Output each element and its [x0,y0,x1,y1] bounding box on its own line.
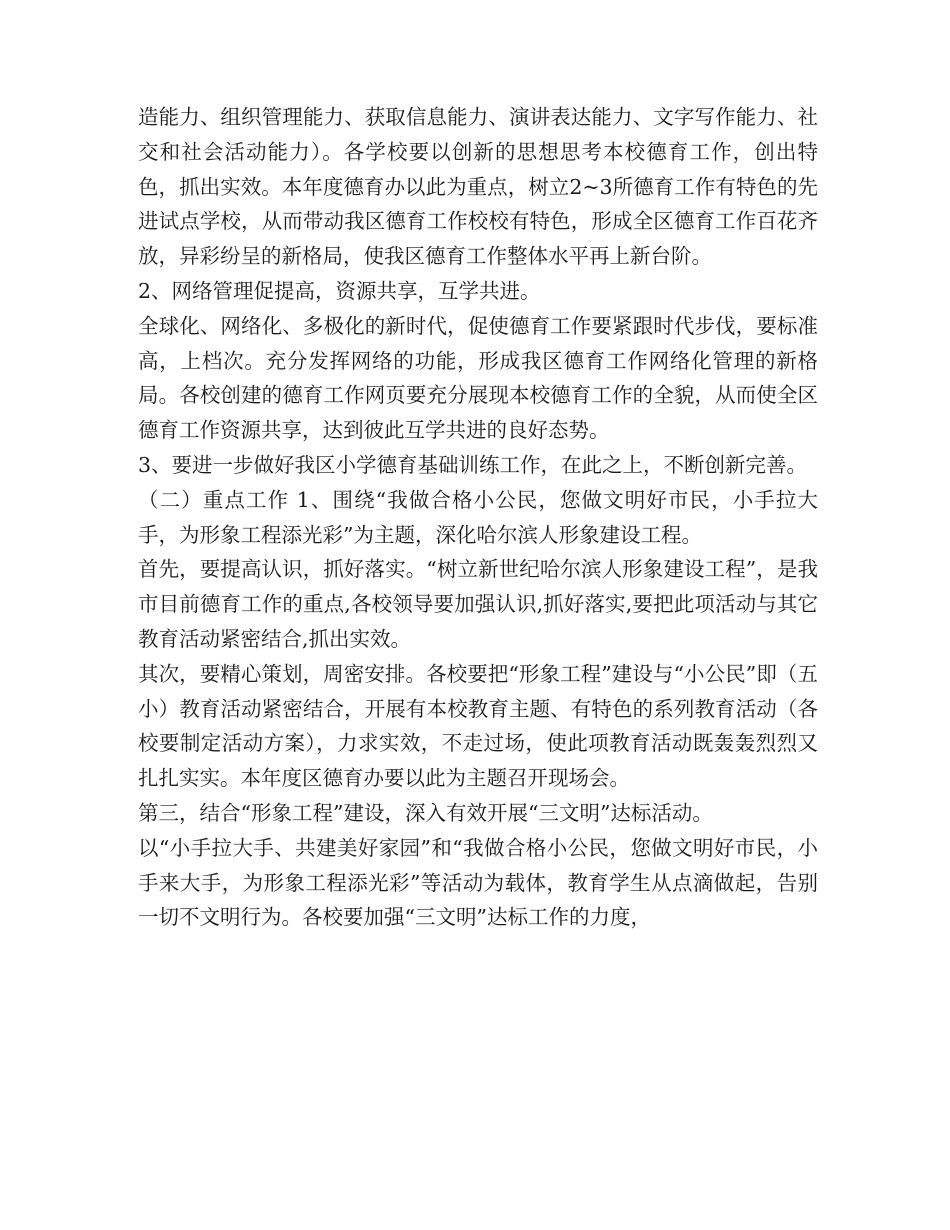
paragraph-8: 第三，结合“形象工程”建设，深入有效开展“三文明”达标活动。 [138,800,713,825]
paragraph-5: （二）重点工作 1、围绕“我做合格小公民，您做文明好市民，小手拉大手，为形象工程添光彩”为主题，深化哈尔滨人形象建设工程。 [138,487,818,547]
paragraph-3: 全球化、网络化、多极化的新时代，促使德育工作要紧跟时代步伐，要标准高，上档次。充分发挥网络的功能，形成我区德育工作网络化管理的新格局。各校创建的德育工作网页要充分展现本校德育工作的全貌，从而使全区德育工作资源共享，达到彼此互学共进的良好态势。 [138,313,818,443]
paragraph-6: 首先，要提高认识，抓好落实。“树立新世纪哈尔滨人形象建设工程”，是我市目前德育工作的重点,各校领导要加强认识,抓好落实,要把此项活动与其它教育活动紧密结合,抓出实效。 [138,557,818,651]
paragraph-2: 2、网络管理促提高，资源共享，互学共进。 [138,278,541,303]
document-body [138,100,818,935]
paragraph-1: 造能力、组织管理能力、获取信息能力、演讲表达能力、文字写作能力、社交和社会活动能力）。各学校要以创新的思想思考本校德育工作，创出特色，抓出实效。本年度德育办以此为重点，树立2~3所德育工作有特色的先进试点学校，从而带动我区德育工作校校有特色，形成全区德育工作百花齐放，异彩纷呈的新格局，使我区德育工作整体水平再上新台阶。 [138,105,818,269]
paragraph-4: 3、要进一步做好我区小学德育基础训练工作，在此之上，不断创新完善。 [138,452,808,477]
paragraph-9: 以“小手拉大手、共建美好家园”和“我做合格小公民，您做文明好市民，小手来大手，为形象工程添光彩”等活动为载体，教育学生从点滴做起，告别一切不文明行为。各校要加强“三文明”达标工作的力度， [138,835,818,930]
paragraph-7: 其次，要精心策划，周密安排。各校要把“形象工程”建设与“小公民”即（五小）教育活动紧密结合，开展有本校教育主题、有特色的系列教育活动（各校要制定活动方案），力求实效，不走过场，使此项教育活动既轰轰烈烈又扎扎实实。本年度区德育办要以此为主题召开现场会。 [138,661,818,791]
